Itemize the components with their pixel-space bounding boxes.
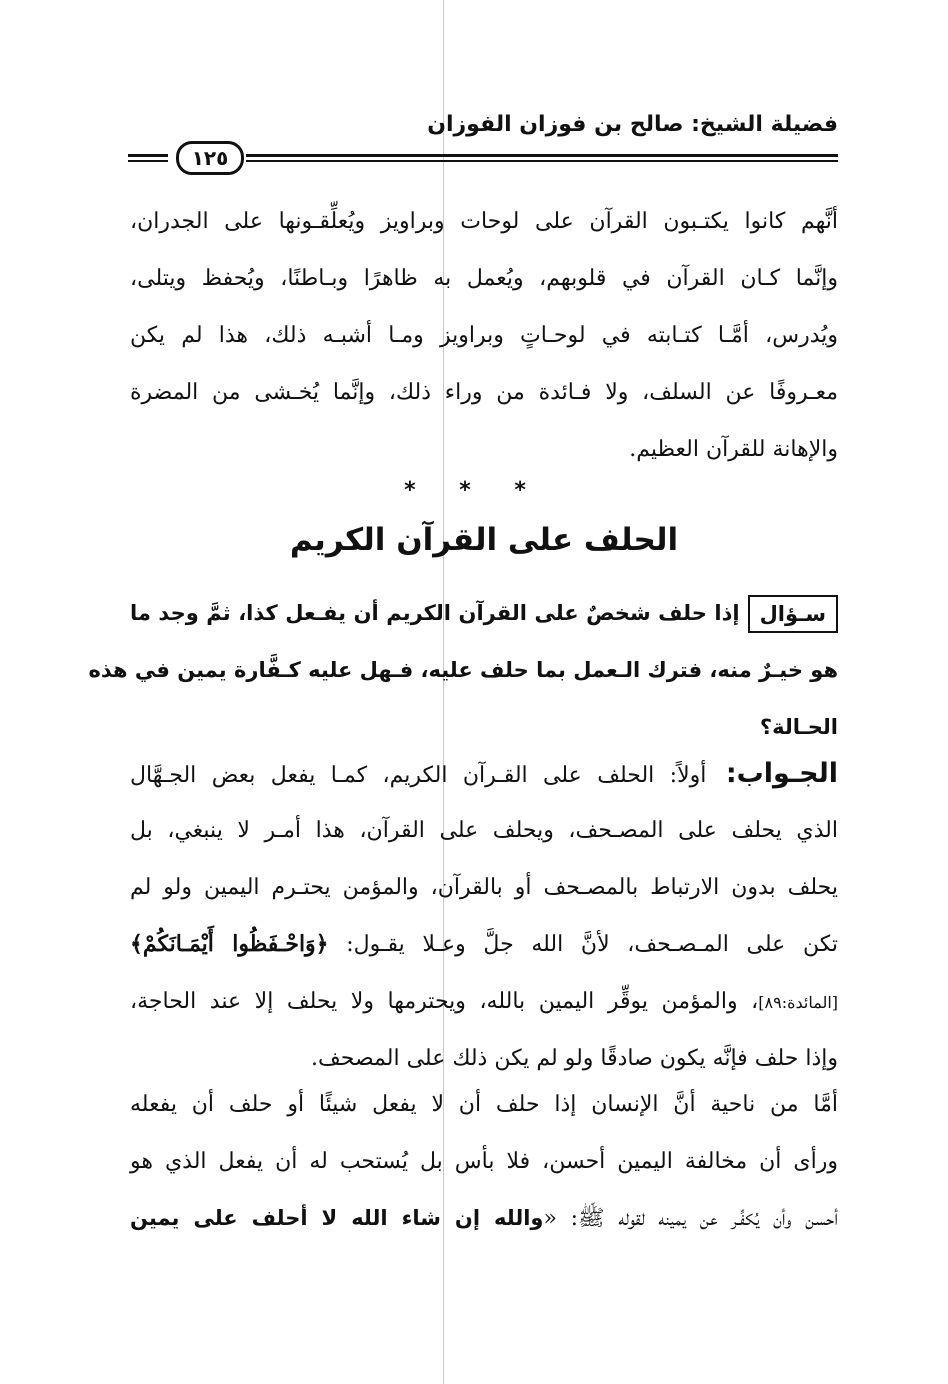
intro-line: ويُدرس، أمَّـا كتـابته في لوحـاتٍ وبراويز ومـا أشبـه ذلك، هذا لم يكن <box>130 323 838 348</box>
verse-citation: [المائدة:٨٩] <box>758 993 838 1012</box>
answer-line <box>130 973 838 1030</box>
question-label: سـؤال <box>748 595 838 633</box>
question-text: إذا حلف شخصٌ على القرآن الكريم أن يفـعل كذا، ثمَّ وجد ما <box>130 601 740 625</box>
header-rule-right-bottom <box>246 160 838 162</box>
hadith-quote: والله إن شاء الله لا أحلف على يمين <box>130 1206 544 1230</box>
answer-block <box>130 745 838 1087</box>
answer-text: أولاً: الحلف على القـرآن الكريم، كمـا يفعل بعض الجـهَّال <box>130 763 707 788</box>
answer-line: وإذا حلف فإنَّه يكون صادقًا ولو لم يكن ذلك على المصحف. <box>311 1046 838 1071</box>
answer-text: تكن على المـصـحف، لأنَّ الله جلَّ وعـلا يقـول: <box>346 932 838 957</box>
paragraph-line <box>130 1190 838 1247</box>
header-rule-left-top <box>128 154 168 157</box>
header-rule-right-top <box>246 154 838 157</box>
answer-line <box>130 916 838 973</box>
header-rule-left-bottom <box>128 160 168 162</box>
section-divider: * * * <box>404 478 544 503</box>
page-number: ١٢٥ <box>176 141 244 175</box>
question-line: الحـالة؟ <box>759 715 838 739</box>
intro-line: معـروفًا عن السلف، ولا فـائدة من وراء ذلك، وإنَّما يُخـشى من المضرة <box>130 380 838 405</box>
answer-label: الجـواب: <box>725 758 839 789</box>
paragraph-two <box>130 1076 838 1247</box>
answer-line: الذي يحلف على المصـحف، ويحلف على القرآن، هذا أمـر لا ينبغي، بل <box>130 818 838 843</box>
intro-line: والإهانة للقرآن العظيم. <box>629 437 838 462</box>
paragraph-line: ورأى أن مخالفة اليمين أحسن، فلا بأس بل يُستحب له أن يفعل الذي هو <box>130 1149 838 1174</box>
intro-line: أنَّهم كانوا يكتـبون القرآن على لوحات وبراويز ويُعلِّقـونها على الجدران، <box>130 209 838 234</box>
header-rule <box>128 146 838 170</box>
answer-line <box>130 745 838 802</box>
section-heading: الحلف على القرآن الكريم <box>289 522 679 558</box>
answer-text: ، والمؤمن يوقِّر اليمين بالله، ويحترمها ولا يحلف إلا عند الحاجة، <box>130 989 759 1014</box>
answer-line: يحلف بدون الارتباط بالمصـحف أو بالقرآن، والمؤمن يحتـرم اليمين ولو لم <box>130 875 838 900</box>
question-block <box>88 585 838 756</box>
intro-paragraph <box>130 193 838 478</box>
question-line <box>130 585 838 642</box>
paragraph-line: أمَّا من ناحية أنَّ الإنسان إذا حلف أن لا يفعل شيئًا أو حلف أن يفعله <box>130 1092 839 1117</box>
paragraph-text: أحسن وأن يُكفِّـر عن يمينه لقوله ﷺ: « <box>543 1206 839 1231</box>
intro-line: وإنَّما كـان القرآن في قلوبهم، ويُعمل به ظاهرًا وبـاطنًا، ويُحفظ ويتلى، <box>130 266 838 291</box>
question-line: هو خيـرٌ منه، فترك الـعمل بما حلف عليه، فـهل عليه كـفَّارة يمين في هذه <box>88 658 838 682</box>
quran-verse: ﴿وَاحْـفَظُوا أَيْمَـانَكُمْ﴾ <box>130 931 329 957</box>
running-header-title: فضيلة الشيخ: صالح بن فوزان الفوزان <box>427 112 838 137</box>
